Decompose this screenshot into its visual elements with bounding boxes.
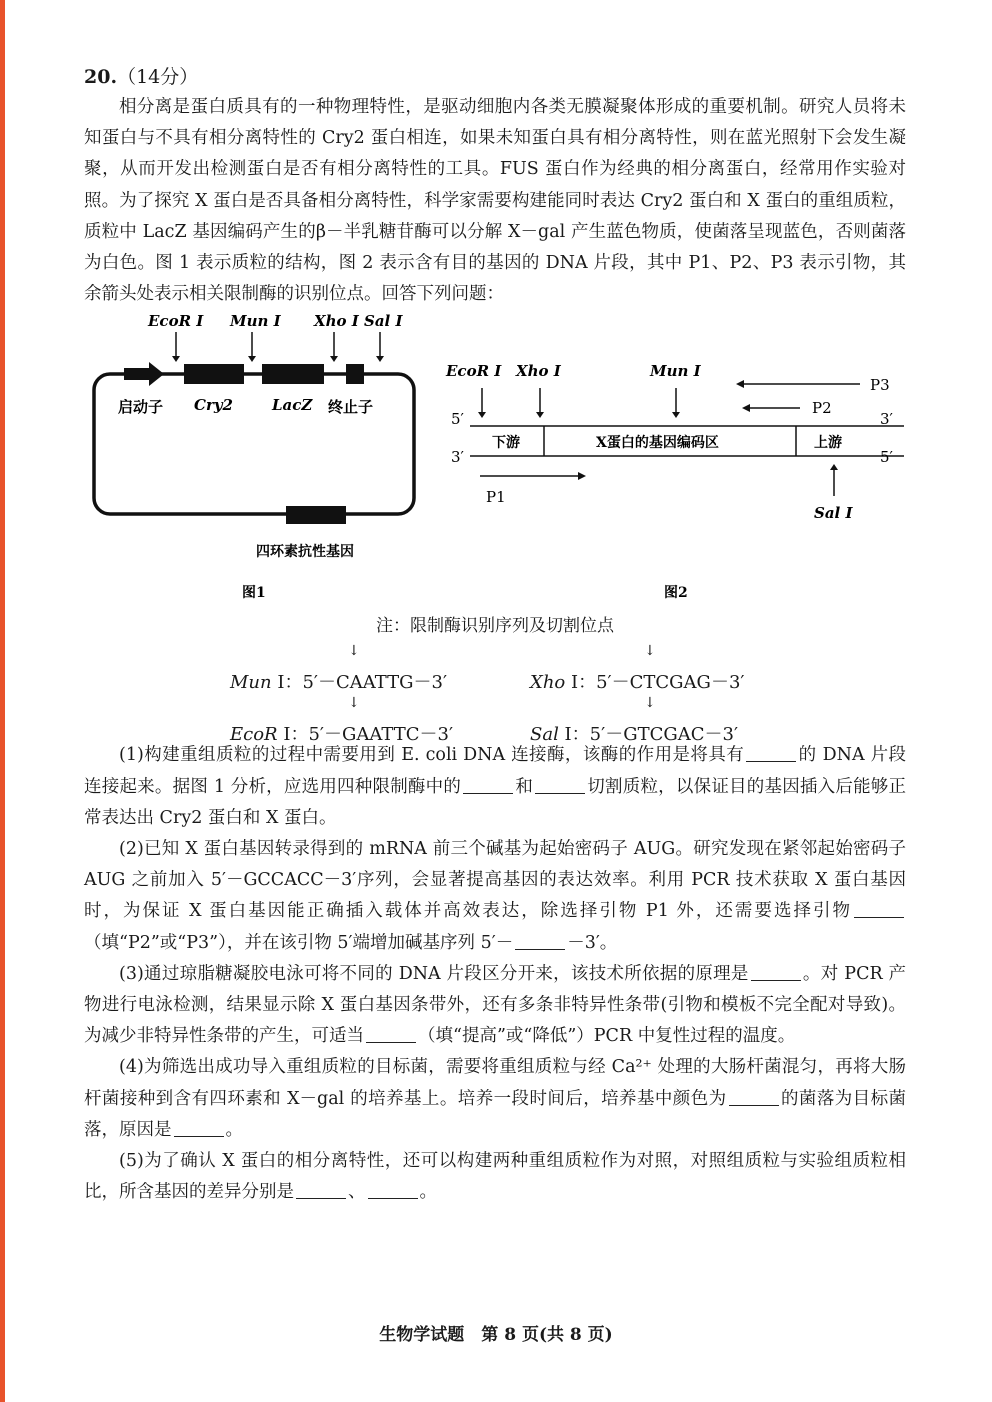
enzyme-sali: ↓ Sal I：5′－GTCGAC－3′ [530,695,739,746]
fig2-region-downstream: 下游 [492,435,520,452]
fig1-label-tet: 四环素抗性基因 [256,544,354,561]
fig1-site-xhoi: Xho I [314,312,359,331]
answer-blank[interactable] [515,933,565,950]
sub-question-3: (3)通过琼脂糖凝胶电泳可将不同的 DNA 片段区分开来，该技术所依据的原理是 。对 PCR 产物进行电泳检测，结果显示除 X 蛋白基因条带外，还有多条非特异性条带(引物和模板不完全配对导致)。为减少非特异性条带的产生，可适当 （填“提高”或“降低”）PCR 中复性过程的温度。 [84,963,906,1047]
answer-blank[interactable] [368,1182,418,1199]
fig1-site-ecori: EcoR I [148,312,204,331]
answer-blank[interactable] [751,964,801,981]
figures [84,312,906,612]
p2-arrow-icon [742,404,750,412]
question-points: （14分） [117,66,199,88]
question-header [84,62,906,92]
figure2-dna [445,362,904,601]
page-edge-bar [0,0,5,1402]
fig1-label-lacz: LacZ [272,396,313,415]
sub-question-5: (5)为了确认 X 蛋白的相分离特性，还可以构建两种重组质粒作为对照，对照组质粒与实验组质粒相比，所含基因的差异分别是 、 。 [84,1151,906,1203]
sub-question-4: (4)为筛选出成功导入重组质粒的目标菌，需要将重组质粒与经 Ca²⁺ 处理的大肠杆菌混匀，再将大肠杆菌接种到含有四环素和 X－gal 的培养基上。培养一段时间后，培养基中颜色为 的菌落为目标菌落，原因是 。 [84,1057,906,1140]
tet-gene-block [286,506,346,524]
fig1-label-promoter: 启动子 [118,398,164,417]
fig1-label-cry2: Cry2 [194,396,233,415]
enzyme-muni: ↓ Mun I：5′－CAATTG－3′ [230,643,448,694]
answer-blank[interactable] [746,745,796,762]
fig2-site-ecori: EcoR I [446,362,502,381]
question-intro: 相分离是蛋白质具有的一种物理特性，是驱动细胞内各类无膜凝聚体形成的重要机制。研究人员将未知蛋白与不具有相分离特性的 Cry2 蛋白相连，如果未知蛋白具有相分离特性，则在蓝光照射下会发生凝聚，从而开发出检测蛋白是否有相分离特性的工具。FUS 蛋白作为经典的相分离蛋白，经常用作实验对照。为了探究 X 蛋白是否具备相分离特性，科学家需要构建能同时表达 Cry2 蛋白和 X 蛋白的重组质粒，质粒中 LacZ 基因编码产生的β－半乳糖苷酶可以分解 X－gal 产生蓝色物质，使菌落呈现蓝色，否则菌落为白色。图 1 表示质粒的结构，图 2 表示含有目的基因的 DNA 片段，其中 P1、P2、P3 表示引物，其余箭头处表示相关限制酶的识别位点。回答下列问题： [84,97,906,305]
answer-blank[interactable] [854,901,904,918]
fig2-site-sali: Sal I [814,504,853,523]
answer-blank[interactable] [729,1089,779,1106]
fig2-primer-p3: P3 [870,376,890,395]
fig2-primer-p2: P2 [812,399,832,418]
figure1-caption: 图1 [242,585,266,602]
fig2-end-bottom-left: 3′ [451,448,464,467]
answer-blank[interactable] [463,777,513,794]
note-title: 注：限制酶识别序列及切割位点 [376,616,614,637]
fig2-region-upstream: 上游 [814,435,842,452]
p1-arrow-icon [578,472,586,480]
figures-svg [84,312,906,612]
figure2-caption: 图2 [664,585,688,602]
fig2-end-bottom-right: 5′ [880,448,893,467]
figure1-plasmid [94,312,414,601]
answer-blank[interactable] [366,1026,416,1043]
sub-question-1: (1)构建重组质粒的过程中需要用到 E. coli DNA 连接酶，该酶的作用是将具有 的 DNA 片段连接起来。据图 1 分析，应选用四种限制酶中的 和 切割质粒，以保证目的基因插入后能够正常表达出 Cry2 蛋白和 X 蛋白。 [84,745,907,828]
fig2-site-muni: Mun I [650,362,701,381]
answer-blank[interactable] [535,777,585,794]
cut-arrow-icon: ↓ [348,695,360,712]
question-number: 20. [84,66,118,88]
promoter-arrow-icon [124,362,164,386]
fig1-site-muni: Mun I [230,312,281,331]
p3-arrow-icon [736,380,744,388]
answer-blank[interactable] [296,1182,346,1199]
cut-arrow-icon: ↓ [644,695,656,712]
fig1-label-terminator: 终止子 [328,398,374,417]
cut-arrow-icon: ↓ [348,643,360,660]
fig2-site-xhoi: Xho I [516,362,561,381]
sub-questions [84,740,906,1208]
page-footer: 生物学试题 第 8 页(共 8 页) [379,1325,613,1345]
fig2-end-top-left: 5′ [451,410,464,429]
enzyme-xhoi: ↓ Xho I：5′－CTCGAG－3′ [530,643,745,694]
cry2-gene-block [184,364,244,384]
question-page [84,62,906,1208]
enzyme-sequences [84,643,906,746]
terminator-block [346,364,364,384]
answer-blank[interactable] [174,1120,224,1137]
fig2-region-coding: X蛋白的基因编码区 [596,435,719,452]
lacz-gene-block [262,364,324,384]
cut-arrow-icon: ↓ [644,643,656,660]
fig2-primer-p1: P1 [486,488,506,507]
sub-question-2: (2)已知 X 蛋白基因转录得到的 mRNA 前三个碱基为起始密码子 AUG。研究发现在紧邻起始密码子 AUG 之前加入 5′－GCCACC－3′序列，会显著提高基因的表达效率。利用 PCR 技术获取 X 蛋白基因时，为保证 X 蛋白基因能正确插入载体并高效表达，除选择引物 P1 外，还需要选择引物（填“P2”或“P3”），并在该引物 5′端增加碱基序列 5′－ －3′。 [84,839,906,953]
enzyme-ecori: ↓ EcoR I：5′－GAATTC－3′ [230,695,454,746]
fig1-site-sali: Sal I [364,312,403,331]
fig2-end-top-right: 3′ [880,410,893,429]
